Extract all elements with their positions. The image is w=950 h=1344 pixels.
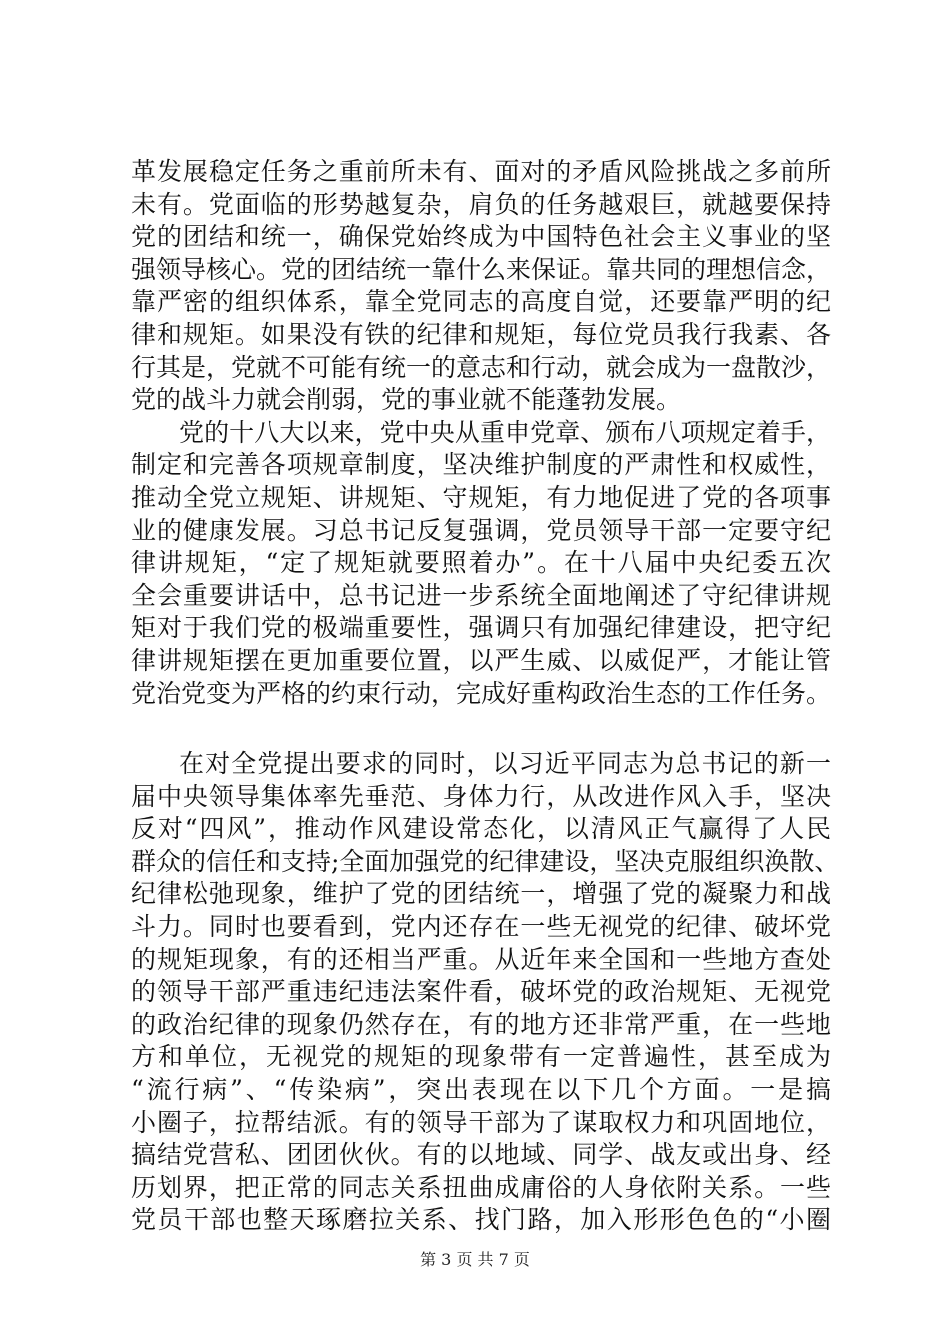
text-line: 党员干部也整天琢磨拉关系、找门路，加入形形色色的“小圈 (131, 1205, 831, 1235)
text-line: 业的健康发展。习总书记反复强调，党员领导干部一定要守纪 (131, 515, 831, 545)
text-line: 律讲规矩摆在更加重要位置，以严生威、以威促严，才能让管 (131, 645, 831, 675)
text-line: 党的十八大以来，党中央从重申党章、颁布八项规定着手， (179, 417, 831, 447)
text-line: 律和规矩。如果没有铁的纪律和规矩，每位党员我行我素、各 (131, 319, 831, 349)
text-line: 的政治纪律的现象仍然存在，有的地方还非常严重，在一些地 (131, 1009, 831, 1039)
text-line: 斗力。同时也要看到，党内还存在一些无视党的纪律、破坏党 (131, 912, 831, 942)
paragraph-1 (131, 156, 831, 417)
text-line: 在对全党提出要求的同时，以习近平同志为总书记的新一 (179, 749, 831, 779)
text-line: 革发展稳定任务之重前所未有、面对的矛盾风险挑战之多前所 (131, 157, 831, 186)
text-line: 的规矩现象，有的还相当严重。从近年来全国和一些地方查处 (131, 944, 831, 974)
text-line: 纪律松弛现象，维护了党的团结统一，增强了党的凝聚力和战 (131, 879, 831, 909)
text-line: 靠严密的组织体系，靠全党同志的高度自觉，还要靠严明的纪 (131, 287, 831, 317)
paragraph-2 (131, 417, 831, 710)
text-line: 搞结党营私、团团伙伙。有的以地域、同学、战友或出身、经 (131, 1140, 831, 1170)
paragraph-3 (131, 748, 840, 1237)
text-line: 党的团结和统一，确保党始终成为中国特色社会主义事业的坚 (131, 222, 831, 252)
text-line: 未有。党面临的形势越复杂，肩负的任务越艰巨，就越要保持 (131, 189, 831, 219)
text-line: 矩对于我们党的极端重要性，强调只有加强纪律建设，把守纪 (131, 613, 831, 643)
text-line: 全会重要讲话中，总书记进一步系统全面地阐述了守纪律讲规 (131, 580, 831, 610)
text-line: 方和单位，无视党的规矩的现象带有一定普遍性，甚至成为 (131, 1042, 831, 1072)
text-line: 群众的信任和支持;全面加强党的纪律建设，坚决克服组织涣散、 (131, 846, 840, 876)
text-line: 强领导核心。党的团结统一靠什么来保证。靠共同的理想信念， (131, 254, 832, 284)
text-line: 律讲规矩，“定了规矩就要照着办”。在十八届中央纪委五次 (131, 548, 831, 578)
paragraph-spacer (131, 710, 831, 748)
text-line: 历划界，把正常的同志关系扭曲成庸俗的人身依附关系。一些 (131, 1172, 831, 1202)
text-line: 反对“四风”，推动作风建设常态化，以清风正气赢得了人民 (131, 814, 831, 844)
text-line: 的领导干部严重违纪违法案件看，破坏党的政治规矩、无视党 (131, 977, 831, 1007)
text-line: “流行病”、“传染病”，突出表现在以下几个方面。一是搞 (131, 1075, 831, 1105)
text-line: 制定和完善各项规章制度，坚决维护制度的严肃性和权威性， (131, 450, 831, 480)
text-line: 党的战斗力就会削弱，党的事业就不能蓬勃发展。 (131, 385, 682, 415)
page-number-footer: 第 3 页 共 7 页 (420, 1250, 530, 1269)
text-line: 推动全党立规矩、讲规矩、守规矩，有力地促进了党的各项事 (131, 482, 831, 512)
text-line: 行其是，党就不可能有统一的意志和行动，就会成为一盘散沙， (131, 352, 832, 382)
document-body (131, 156, 840, 1237)
text-line: 党治党变为严格的约束行动，完成好重构政治生态的工作任务。 (131, 678, 832, 708)
text-line: 届中央领导集体率先垂范、身体力行，从改进作风入手，坚决 (131, 781, 831, 811)
text-line: 小圈子，拉帮结派。有的领导干部为了谋取权力和巩固地位， (131, 1107, 831, 1137)
